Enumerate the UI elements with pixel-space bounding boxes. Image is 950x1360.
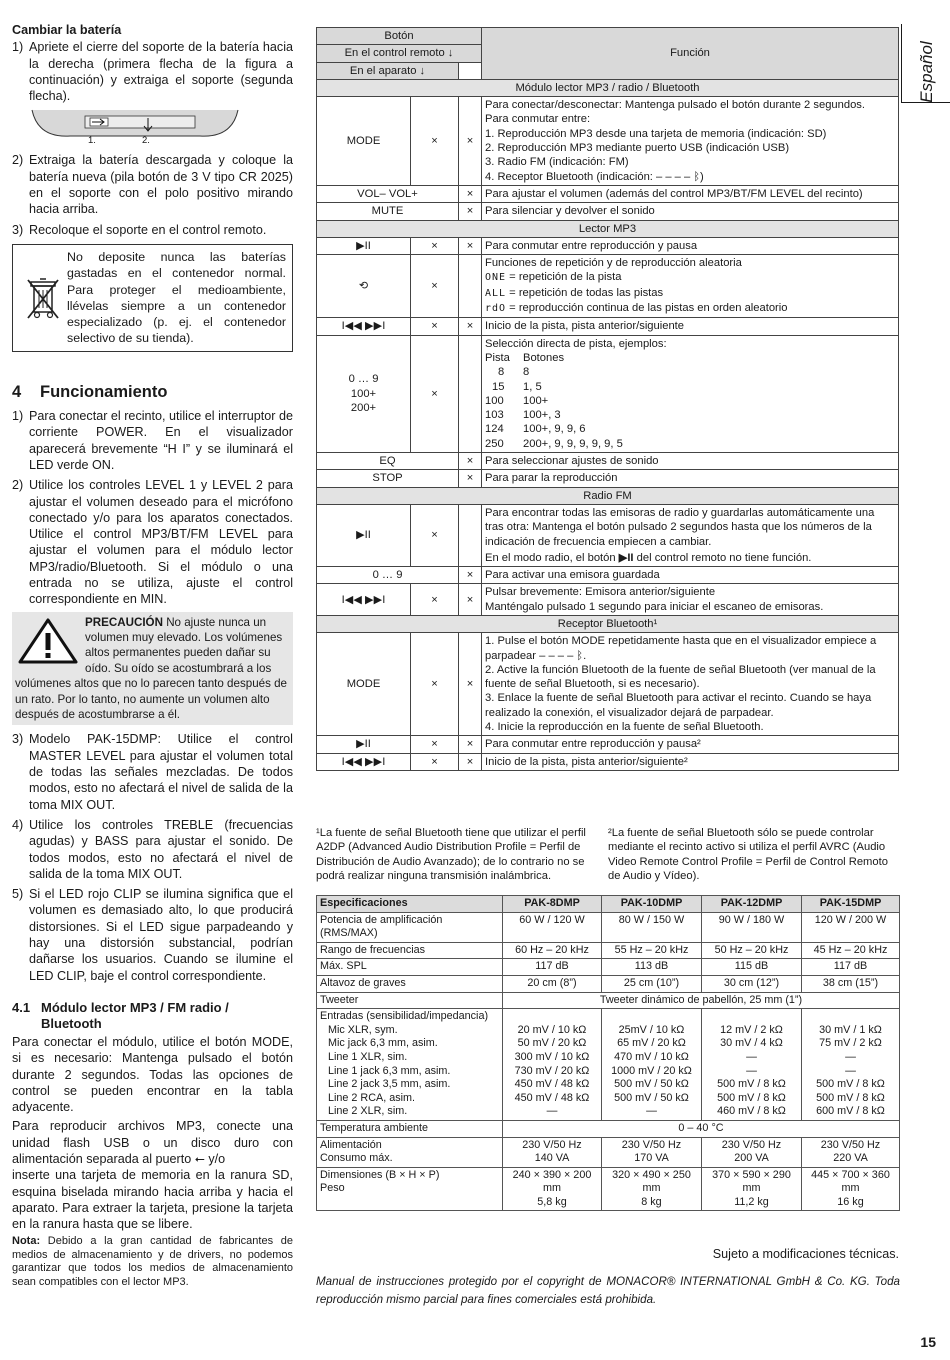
language-tab xyxy=(901,24,950,103)
play-pause-icon: ▶II xyxy=(317,237,411,254)
table-row: 0 … 9 100+ 200+ × Selección directa de pista, ejemplos: Pista Botones 8 8 15 1, 5 100 100+ 103 100+, 3 124 100+, 9, 9, 6 250 200+, 9, 9, 9, 9, 9, 5 xyxy=(317,335,899,452)
specifications-table: Especificaciones PAK-8DMP PAK-10DMP PAK-12DMP PAK-15DMP Potencia de amplificación (RMS/MAX) 60 W / 120 W 80 W / 150 W 90 W / 180 W 120 W / 200 W Rango de frecuencias 60 Hz – 20 kHz 55 Hz – 20 kHz 50 Hz – 20 kHz 45 Hz – 20 kHz Máx. SPL 117 dB 113 dB 115 dB 117 dB Altavoz de graves 20 cm (8”) 25 cm (10”) 30 cm (12”) 38 cm (15”) Tweeter Tweeter dinámico de pabellón, 25 mm (1”) Entradas (sensibilidad/impedancia) Mic XLR, sym. Mic jack 6,3 mm, asim. Line 1 XLR, sim. Line 1 jack 6,3 mm, asim. Line 2 jack 3,5 mm, asim. Line 2 RCA, asim. Line 2 XLR, sim. 20 mV / 10 kΩ 50 mV / 20 kΩ 300 mV / 10 kΩ 730 mV / 20 kΩ 450 mV / 48 kΩ 450 mV / 48 kΩ — 25mV / 10 kΩ 65 mV / 20 kΩ 470 mV / 10 kΩ 1000 mV / 20 kΩ 500 mV / 50 kΩ 500 mV / 50 kΩ — 12 mV / 2 kΩ 30 mV / 4 kΩ — — 500 mV / 8 kΩ 500 mV / 8 kΩ 460 mV / 8 kΩ 30 mV / 1 kΩ 75 mV / 2 kΩ — — 500 mV / 8 kΩ 500 mV / 8 kΩ 600 mV / 8 kΩ Temperatura ambiente 0 – 40 °C Alimentación Consumo máx. 230 V/50 Hz 140 VA 230 V/50 Hz 170 VA 230 V/50 Hz 200 VA 230 V/50 Hz 220 VA Dimensiones (B × H × P) Peso 240 × 390 × 200 mm 5,8 kg 320 × 490 × 250 mm 8 kg 370 × 590 × 290 mm 11,2 kg 445 × 700 × 360 mm 16 kg xyxy=(316,895,900,1211)
table-row: VOL– VOL+ × Para ajustar el volumen (además del control MP3/BT/FM LEVEL del recinto) xyxy=(317,185,899,202)
table-row: ⟲ × Funciones de repetición y de reproducción aleatoria ONE = repetición de la pista ALL = repetición de todas las pistas rdO = reproducción continua de las pistas en orden aleatorio xyxy=(317,255,899,318)
battery-step: 1) Apriete el cierre del soporte de la batería hacia la derecha (primera flecha de la figura a continuación) y extraiga el soporte (segunda flecha). xyxy=(12,40,293,104)
table-row: Rango de frecuencias 60 Hz – 20 kHz 55 Hz – 20 kHz 50 Hz – 20 kHz 45 Hz – 20 kHz xyxy=(317,942,900,959)
table-row: Tweeter Tweeter dinámico de pabellón, 25 mm (1”) xyxy=(317,992,900,1009)
section-bluetooth: Receptor Bluetooth¹ xyxy=(317,615,899,632)
warning-triangle-icon xyxy=(17,617,79,669)
repeat-icon: ⟲ xyxy=(317,255,411,318)
section-mp3: Lector MP3 xyxy=(317,220,899,237)
subsection-heading: 4.1 Módulo lector MP3 / FM radio / Bluetooth xyxy=(12,999,229,1031)
skip-icons: I◀◀ ▶▶I xyxy=(317,753,411,770)
battery-heading: Cambiar la batería xyxy=(12,23,122,37)
table-row: Alimentación Consumo máx. 230 V/50 Hz 140 VA 230 V/50 Hz 170 VA 230 V/50 Hz 200 VA 230 V/50 Hz 220 VA xyxy=(317,1137,900,1167)
copyright-notice: Manual de instrucciones protegido por el copyright de MONACOR® INTERNATIONAL GmbH & Co. KG. Toda reproducción mismo parcial para fines comerciales está prohibida. xyxy=(316,1275,900,1306)
footnote-1: ¹La fuente de señal Bluetooth tiene que utilizar el perfil A2DP (Advanced Audio Distribution Profile = Perfil de Distribución de Audio Avanzado); de lo contrario no se podrá realizar ninguna transmisión inalámbrica. xyxy=(316,827,586,882)
crossed-out-bin-icon xyxy=(19,249,67,347)
table-row: Temperatura ambiente 0 – 40 °C xyxy=(317,1120,900,1137)
note: Nota: Debido a la gran cantidad de fabricantes de medios de almacenamiento y de drivers, no podemos garantizar que todos los medios de almacenamiento sean compatibles con el lector MP3. xyxy=(12,1235,293,1288)
play-pause-icon: ▶II xyxy=(618,551,634,564)
battery-holder-figure xyxy=(30,108,240,146)
usb-icon: ⭠ xyxy=(194,1151,205,1166)
table-row: ▶II × × Para conmutar entre reproducción y pausa xyxy=(317,237,899,254)
table-row: 0 … 9 × Para activar una emisora guardada xyxy=(317,567,899,584)
table-row: MUTE × Para silenciar y devolver el sonido xyxy=(317,203,899,220)
header-boton: Botón xyxy=(317,28,482,45)
operation-step: 3) Modelo PAK-15DMP: Utilice el control MASTER LEVEL para ajustar el volumen total de todas las señales mezcladas. De todos modos, esto no afectará el nivel de salida de la toma MIX OUT. xyxy=(12,732,293,812)
play-pause-icon: ▶II xyxy=(317,736,411,753)
table-row: MODE × × Para conectar/desconectar: Mantenga pulsado el botón durante 2 segundos. Para conmutar entre: 1. Reproducción MP3 desde una tarjeta de memoria (indicación: SD) 2. Reproducción MP3 mediante puerto USB (indicación USB) 3. Radio FM (indicación: FM) 4. Receptor Bluetooth (indicación: – – – – ᛒ) xyxy=(317,97,899,186)
table-row: ▶II × Para encontrar todas las emisoras de radio y guardarlas automáticamente una tras otra: Mantenga el botón pulsado 2 segundos hasta que los números de la indicación de frecuencia empiecen a cambiar. En el modo radio, el botón ▶II del control remoto no tiene función. xyxy=(317,504,899,566)
subject-to-change-note: Sujeto a modificaciones técnicas. xyxy=(712,1247,899,1261)
figure-label-1: 1. xyxy=(88,135,96,147)
table-row: Entradas (sensibilidad/impedancia) Mic XLR, sym. Mic jack 6,3 mm, asim. Line 1 XLR, sim. Line 1 jack 6,3 mm, asim. Line 2 jack 3,5 mm, asim. Line 2 RCA, asim. Line 2 XLR, sim. 20 mV / 10 kΩ 50 mV / 20 kΩ 300 mV / 10 kΩ 730 mV / 20 kΩ 450 mV / 48 kΩ 450 mV / 48 kΩ — 25mV / 10 kΩ 65 mV / 20 kΩ 470 mV / 10 kΩ 1000 mV / 20 kΩ 500 mV / 50 kΩ 500 mV / 50 kΩ — 12 mV / 2 kΩ 30 mV / 4 kΩ — — 500 mV / 8 kΩ 500 mV / 8 kΩ 460 mV / 8 kΩ 30 mV / 1 kΩ 75 mV / 2 kΩ — — 500 mV / 8 kΩ 500 mV / 8 kΩ 600 mV / 8 kΩ xyxy=(317,1009,900,1121)
table-row: EQ × Para seleccionar ajustes de sonido xyxy=(317,453,899,470)
skip-icons: I◀◀ ▶▶I xyxy=(317,318,411,335)
paragraph: Para reproducir archivos MP3, conecte una unidad flash USB o un disco duro con alimentación separada al puerto ⭠ y/o xyxy=(12,1119,293,1166)
paragraph: Para conectar el módulo, utilice el botón MODE, si es necesario: Mantenga pulsado el botón durante 2 segundos. Todas las opciones de control se pueden encontrar en la tabla adyacente. xyxy=(12,1034,293,1115)
table-row: STOP × Para parar la reproducción xyxy=(317,470,899,487)
disposal-note-text: No deposite nunca las baterías gastadas en el contenedor normal. Para proteger el medioambiente, llévelas siempre a un contenedor especializado (p. ej. el contenedor selectivo de su tienda). xyxy=(67,249,286,346)
skip-icons: I◀◀ ▶▶I xyxy=(317,584,411,616)
table-row: Dimensiones (B × H × P) Peso 240 × 390 × 200 mm 5,8 kg 320 × 490 × 250 mm 8 kg 370 × 590 × 290 mm 11,2 kg 445 × 700 × 360 mm 16 kg xyxy=(317,1167,900,1211)
footnotes xyxy=(316,826,900,883)
caution-box xyxy=(12,612,293,726)
table-row: Potencia de amplificación (RMS/MAX) 60 W / 120 W 80 W / 150 W 90 W / 180 W 120 W / 200 W xyxy=(317,912,900,942)
operation-step: 5) Si el LED rojo CLIP se ilumina significa que el volumen es demasiado alto, lo que producirá distorsiones. Si el LED sigue parpadeando y hay una distorsión substancial, podrían dañarse los usuarios. Cuando se ilumine el LED CLIP, baje el control correspondiente. xyxy=(12,887,293,983)
table-row: Máx. SPL 117 dB 113 dB 115 dB 117 dB xyxy=(317,959,900,976)
operation-step: 1) Para conectar el recinto, utilice el interruptor de corriente POWER. En el visualizador aparecerá brevemente “H I” y se iluminará el LED verde ON. xyxy=(12,409,293,472)
caution-label: PRECAUCIÓN xyxy=(85,615,163,629)
table-row: I◀◀ ▶▶I × × Pulsar brevemente: Emisora anterior/siguiente Manténgalo pulsado 1 segundo para iniciar el escaneo de emisoras. xyxy=(317,584,899,616)
paragraph: inserte una tarjeta de memoria en la ranura SD, esquina biselada mirando hacia arriba y hacia el aparato. Para extraer la tarjeta, presione la tarjeta en la ranura hasta que se libere. xyxy=(12,1168,293,1232)
battery-step: 2) Extraiga la batería descargada y coloque la batería nueva (pila botón de 3 V tipo CR 2025) en el soporte con el polo positivo mirando hacia arriba. xyxy=(12,153,293,217)
battery-step: 3) Recoloque el soporte en el control remoto. xyxy=(12,222,267,237)
header-funcion: Función xyxy=(482,28,899,80)
table-row: Altavoz de graves 20 cm (8”) 25 cm (10”) 30 cm (12”) 38 cm (15”) xyxy=(317,975,900,992)
section-module: Módulo lector MP3 / radio / Bluetooth xyxy=(317,79,899,96)
table-row: I◀◀ ▶▶I × × Inicio de la pista, pista anterior/siguiente xyxy=(317,318,899,335)
header-remote: En el control remoto ↓ xyxy=(317,45,482,62)
section-heading: 4 Funcionamiento xyxy=(12,382,168,401)
section-fm: Radio FM xyxy=(317,487,899,504)
track-examples: Pista Botones 8 8 15 1, 5 100 100+ 103 100+, 3 124 100+, 9, 9, 6 250 200+, 9, 9, 9, 9, 9, 5 xyxy=(485,351,623,450)
table-row: MODE × × 1. Pulse el botón MODE repetidamente hasta que en el visualizador empiece a parpadear – – – – ᛒ. 2. Active la función Bluetooth de la fuente de señal Bluetooth (ver manual de la fuente de señal Bluetooth, si es necesario). 3. Enlace la fuente de señal Bluetooth para activar el recinto. Cuando se haya realizado la conexión, el visualizador dejará de parpadear. 4. Inicie la reproducción en la fuente de señal Bluetooth. xyxy=(317,633,899,736)
operation-step: 2) Utilice los controles LEVEL 1 y LEVEL 2 para ajustar el volumen deseado para el micrófono conectado y/o para los aparatos conectados. Utilice el control MP3/BT/FM LEVEL para ajustar el volumen para el módulo lector MP3/radio/Bluetooth. Si el módulo o una entrada no se utiliza, ajuste el control correspondiente en MIN. xyxy=(12,478,293,607)
operation-step: 4) Utilice los controles TREBLE (frecuencias agudas) y BASS para ajustar el sonido. De todos modos, esto no afectará el nivel de salida de la toma MIX OUT. xyxy=(12,817,293,881)
footnote-2: ²La fuente de señal Bluetooth sólo se puede controlar mediante el recinto activo si utiliza el perfil AVRC (Audio Video Remote Control Profile = Perfil de Control Remoto de Audio y Vídeo). xyxy=(608,827,888,882)
table-row: I◀◀ ▶▶I × × Inicio de la pista, pista anterior/siguiente² xyxy=(317,753,899,770)
left-column xyxy=(12,22,293,1292)
header-device: En el aparato ↓ xyxy=(317,62,459,79)
function-table xyxy=(316,27,899,771)
disposal-note xyxy=(12,244,293,352)
caution-text: No ajuste nunca un volumen muy elevado. Los volúmenes altos permanentes pueden dañar su oído. Su oído se acostumbrará a los volúmenes altos que no lo parecen tanto después de un rato. Por lo tanto, no aumente un volumen alto después de acostumbrarse a él. xyxy=(15,615,288,722)
figure-label-2: 2. xyxy=(142,135,150,147)
table-row: ▶II × × Para conmutar entre reproducción y pausa² xyxy=(317,736,899,753)
language-tab-label: Español xyxy=(917,41,936,103)
play-pause-icon: ▶II xyxy=(317,504,411,566)
page-number: 15 xyxy=(920,1334,936,1350)
